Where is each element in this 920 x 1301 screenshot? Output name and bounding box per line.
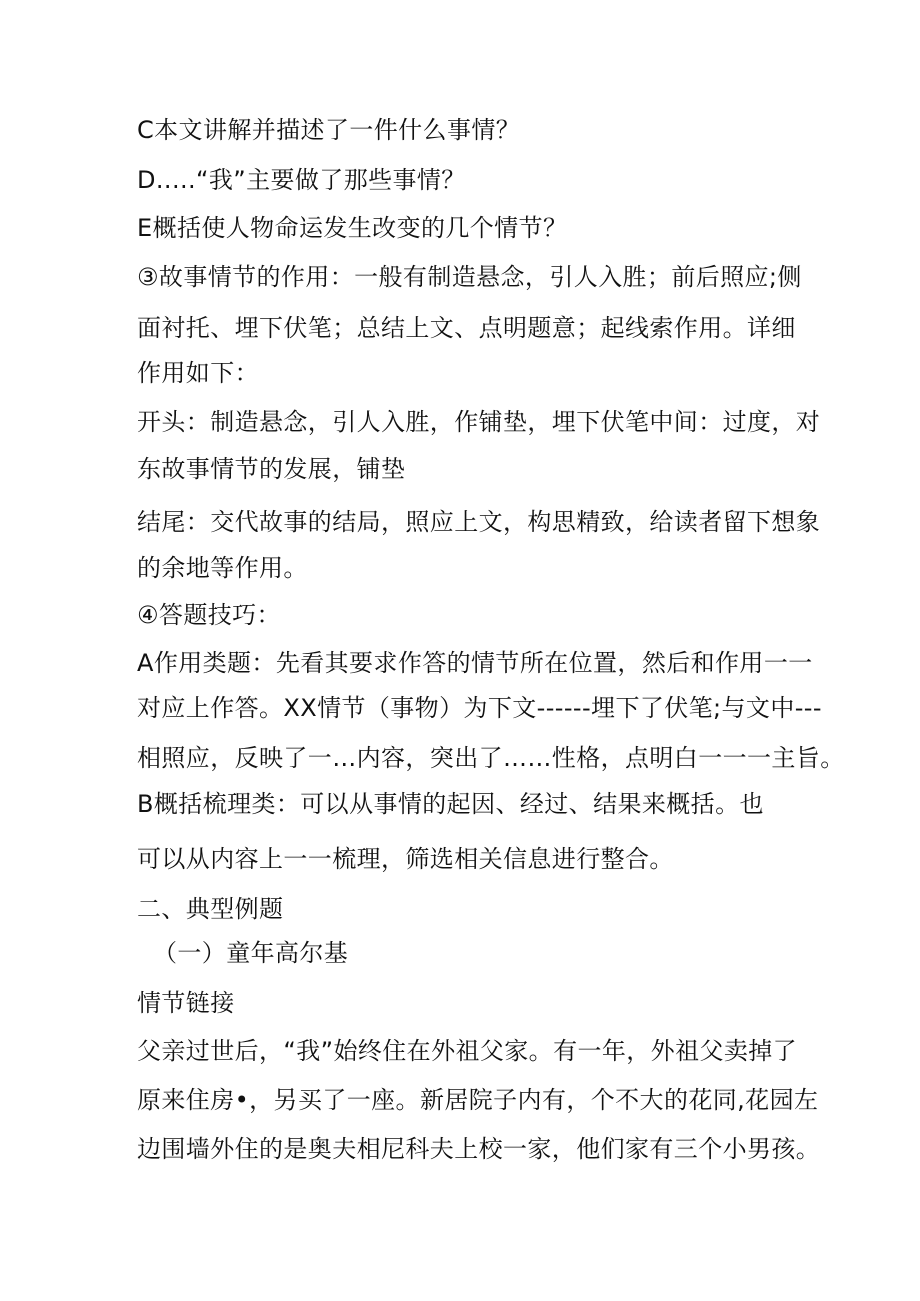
text-line: 相照应，反映了一…内容，突出了……性格，点明白一一一主旨。 (137, 744, 845, 772)
text-line: 结尾：交代故事的结局，照应上文，构思精致，给读者留下想象 (137, 508, 821, 536)
section-heading: 二、典型例题 (137, 895, 284, 923)
text-line: 作用如下： (137, 359, 259, 387)
text-line: 父亲过世后，“我”始终住在外祖父家。有一年，外祖父卖掉了 (137, 1037, 798, 1065)
text-line: 情节链接 (137, 989, 235, 1017)
text-line: E概括使人物命运发生改变的几个情节？ (137, 214, 568, 242)
text-line: B概括梳理类：可以从事情的起因、经过、结果来概括。也 (137, 790, 764, 818)
text-line: 的余地等作用。 (137, 554, 308, 582)
text-line: 原来住房•，另买了一座。新居院子内有，个不大的花同,花园左 (137, 1086, 819, 1114)
text-line: 东故事情节的发展，铺垫 (137, 455, 406, 483)
text-line: D.....“我”主要做了那些事情？ (137, 166, 466, 194)
text-line: 可以从内容上一一梳理，筛选相关信息进行整合。 (137, 845, 674, 873)
text-line: 对应上作答。XX情节（事物）为下文------埋下了伏笔;与文中--- (137, 694, 822, 722)
text-line: A作用类题：先看其要求作答的情节所在位置，然后和作用一一 (137, 649, 813, 677)
subsection-heading: （一）童年高尔基 (153, 939, 349, 967)
text-line: ④答题技巧： (137, 601, 281, 629)
text-line: ③故事情节的作用：一般有制造悬念，引人入胜；前后照应;侧 (137, 263, 802, 291)
text-line: 面衬托、埋下伏笔；总结上文、点明题意；起线索作用。详细 (137, 314, 796, 342)
text-line: 边围墙外住的是奥夫相尼科夫上校一家，他们家有三个小男孩。 (137, 1135, 821, 1163)
text-line: 开头：制造悬念，引人入胜，作铺垫，埋下伏笔中间：过度，对 (137, 408, 821, 436)
text-line: C本文讲解并描述了一件什么事情？ (137, 116, 521, 144)
